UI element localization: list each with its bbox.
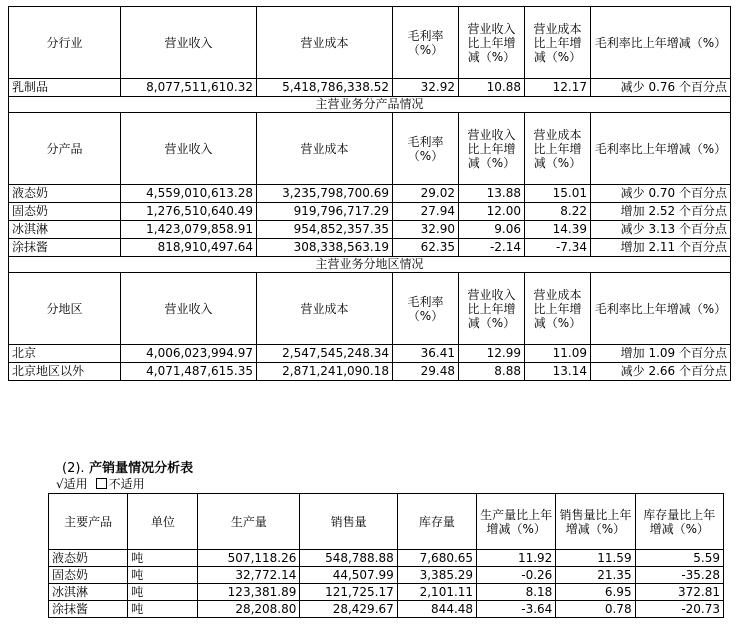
cell: 5.59 xyxy=(635,550,723,567)
cell: 吨 xyxy=(128,550,198,567)
cell: 12.17 xyxy=(525,79,591,97)
cell: 6.95 xyxy=(556,584,635,601)
cell: 8.88 xyxy=(459,363,525,381)
cell: 2,101.11 xyxy=(397,584,476,601)
cell: 涂抹酱 xyxy=(49,601,128,618)
header-cell: 毛利率比上年增减（%） xyxy=(591,273,731,345)
header-row xyxy=(9,7,731,79)
cell: 13.88 xyxy=(459,185,525,203)
cell: 4,559,010,613.28 xyxy=(121,185,257,203)
cell: 28,429.67 xyxy=(300,601,397,618)
cell: 12.00 xyxy=(459,203,525,221)
cell: 844.48 xyxy=(397,601,476,618)
table-row xyxy=(9,345,731,363)
table-row xyxy=(9,203,731,221)
cell: 548,788.88 xyxy=(300,550,397,567)
table-row xyxy=(49,550,724,567)
header-cell: 营业成本 xyxy=(257,7,393,79)
cell: 36.41 xyxy=(393,345,459,363)
cell: 21.35 xyxy=(556,567,635,584)
cell: 北京地区以外 xyxy=(9,363,121,381)
cell: 28,208.80 xyxy=(198,601,300,618)
cell: 121,725.17 xyxy=(300,584,397,601)
cell: 919,796,717.29 xyxy=(257,203,393,221)
header-cell: 分行业 xyxy=(9,7,121,79)
cell: 减少 3.13 个百分点 xyxy=(591,221,731,239)
header-cell: 营业收入 xyxy=(121,273,257,345)
product-section xyxy=(9,97,731,257)
header-cell: 营业成本比上年增减（%） xyxy=(525,113,591,185)
cell: 8.22 xyxy=(525,203,591,221)
cell: 308,338,563.19 xyxy=(257,239,393,257)
cell: 5,418,786,338.52 xyxy=(257,79,393,97)
header-cell: 营业收入 xyxy=(121,113,257,185)
header-cell: 营业成本 xyxy=(257,273,393,345)
cell: 818,910,497.64 xyxy=(121,239,257,257)
cell: 1,423,079,858.91 xyxy=(121,221,257,239)
cell: 增加 1.09 个百分点 xyxy=(591,345,731,363)
cell: 吨 xyxy=(128,584,198,601)
cell: -0.26 xyxy=(477,567,556,584)
applicable-option[interactable]: √适用 xyxy=(56,477,88,491)
applicability-options xyxy=(56,475,145,492)
cell: 7,680.65 xyxy=(397,550,476,567)
cell: 8.18 xyxy=(477,584,556,601)
cell: 12.99 xyxy=(459,345,525,363)
header-cell: 销售量 xyxy=(300,494,397,550)
cell: 15.01 xyxy=(525,185,591,203)
cell: 液态奶 xyxy=(9,185,121,203)
industry-section xyxy=(9,7,731,97)
header-row xyxy=(49,494,724,550)
cell: 1,276,510,640.49 xyxy=(121,203,257,221)
cell: 123,381.89 xyxy=(198,584,300,601)
header-cell: 毛利率（%） xyxy=(393,273,459,345)
table-row xyxy=(9,363,731,381)
table-row xyxy=(9,79,731,97)
cell: 4,006,023,994.97 xyxy=(121,345,257,363)
production-sales-table xyxy=(48,493,724,618)
header-cell: 库存量比上年增减（%） xyxy=(635,494,723,550)
cell: 507,118.26 xyxy=(198,550,300,567)
table-row xyxy=(49,584,724,601)
cell: 涂抹酱 xyxy=(9,239,121,257)
header-cell: 毛利率比上年增减（%） xyxy=(591,7,731,79)
header-cell: 营业成本比上年增减（%） xyxy=(525,273,591,345)
cell: 北京 xyxy=(9,345,121,363)
header-row xyxy=(9,113,731,185)
section-title-row xyxy=(9,97,731,113)
header-cell: 生产量 xyxy=(198,494,300,550)
cell: 44,507.99 xyxy=(300,567,397,584)
cell: 3,235,798,700.69 xyxy=(257,185,393,203)
cell: -7.34 xyxy=(525,239,591,257)
table-row xyxy=(9,239,731,257)
cell: 9.06 xyxy=(459,221,525,239)
section-title-row xyxy=(9,257,731,273)
cell: 8,077,511,610.32 xyxy=(121,79,257,97)
cell: -35.28 xyxy=(635,567,723,584)
cell: -3.64 xyxy=(477,601,556,618)
section-number: (2). xyxy=(62,461,85,476)
header-cell: 毛利率（%） xyxy=(393,7,459,79)
region-section xyxy=(9,257,731,381)
cell: 固态奶 xyxy=(49,567,128,584)
header-cell: 分地区 xyxy=(9,273,121,345)
header-cell: 主要产品 xyxy=(49,494,128,550)
section-title: 主营业务分产品情况 xyxy=(9,97,731,113)
cell: 372.81 xyxy=(635,584,723,601)
header-cell: 营业收入 xyxy=(121,7,257,79)
header-cell: 销售量比上年增减（%） xyxy=(556,494,635,550)
cell: 11.59 xyxy=(556,550,635,567)
table-row xyxy=(9,221,731,239)
cell: -2.14 xyxy=(459,239,525,257)
section-heading xyxy=(62,457,193,476)
header-cell: 毛利率比上年增减（%） xyxy=(591,113,731,185)
header-cell: 库存量 xyxy=(397,494,476,550)
cell: 11.09 xyxy=(525,345,591,363)
cell: 11.92 xyxy=(477,550,556,567)
cell: 减少 0.70 个百分点 xyxy=(591,185,731,203)
header-cell: 营业收入比上年增减（%） xyxy=(459,7,525,79)
cell: 增加 2.11 个百分点 xyxy=(591,239,731,257)
cell: 32,772.14 xyxy=(198,567,300,584)
checkbox-empty-icon[interactable] xyxy=(96,478,107,489)
cell: 29.48 xyxy=(393,363,459,381)
header-cell: 单位 xyxy=(128,494,198,550)
table-row xyxy=(9,185,731,203)
header-cell: 营业收入比上年增减（%） xyxy=(459,273,525,345)
cell: 27.94 xyxy=(393,203,459,221)
not-applicable-label: 不适用 xyxy=(108,477,145,491)
header-row xyxy=(9,273,731,345)
cell: 954,852,357.35 xyxy=(257,221,393,239)
cell: 固态奶 xyxy=(9,203,121,221)
section-title: 产销量情况分析表 xyxy=(89,461,194,476)
cell: 29.02 xyxy=(393,185,459,203)
cell: 增加 2.52 个百分点 xyxy=(591,203,731,221)
header-cell: 生产量比上年增减（%） xyxy=(477,494,556,550)
cell: 冰淇淋 xyxy=(49,584,128,601)
cell: 冰淇淋 xyxy=(9,221,121,239)
cell: 13.14 xyxy=(525,363,591,381)
main-business-table xyxy=(8,6,731,381)
cell: 吨 xyxy=(128,601,198,618)
header-cell: 营业成本比上年增减（%） xyxy=(525,7,591,79)
header-cell: 分产品 xyxy=(9,113,121,185)
cell: 32.90 xyxy=(393,221,459,239)
cell: 32.92 xyxy=(393,79,459,97)
cell: 62.35 xyxy=(393,239,459,257)
table-row xyxy=(49,601,724,618)
cell: 液态奶 xyxy=(49,550,128,567)
cell: 减少 0.76 个百分点 xyxy=(591,79,731,97)
table-row xyxy=(49,567,724,584)
header-cell: 营业成本 xyxy=(257,113,393,185)
cell: 10.88 xyxy=(459,79,525,97)
section-title: 主营业务分地区情况 xyxy=(9,257,731,273)
cell: 3,385.29 xyxy=(397,567,476,584)
cell: 乳制品 xyxy=(9,79,121,97)
header-cell: 营业收入比上年增减（%） xyxy=(459,113,525,185)
cell: 减少 2.66 个百分点 xyxy=(591,363,731,381)
cell: 2,871,241,090.18 xyxy=(257,363,393,381)
cell: 14.39 xyxy=(525,221,591,239)
cell: 4,071,487,615.35 xyxy=(121,363,257,381)
cell: 2,547,545,248.34 xyxy=(257,345,393,363)
cell: -20.73 xyxy=(635,601,723,618)
cell: 0.78 xyxy=(556,601,635,618)
cell: 吨 xyxy=(128,567,198,584)
header-cell: 毛利率（%） xyxy=(393,113,459,185)
